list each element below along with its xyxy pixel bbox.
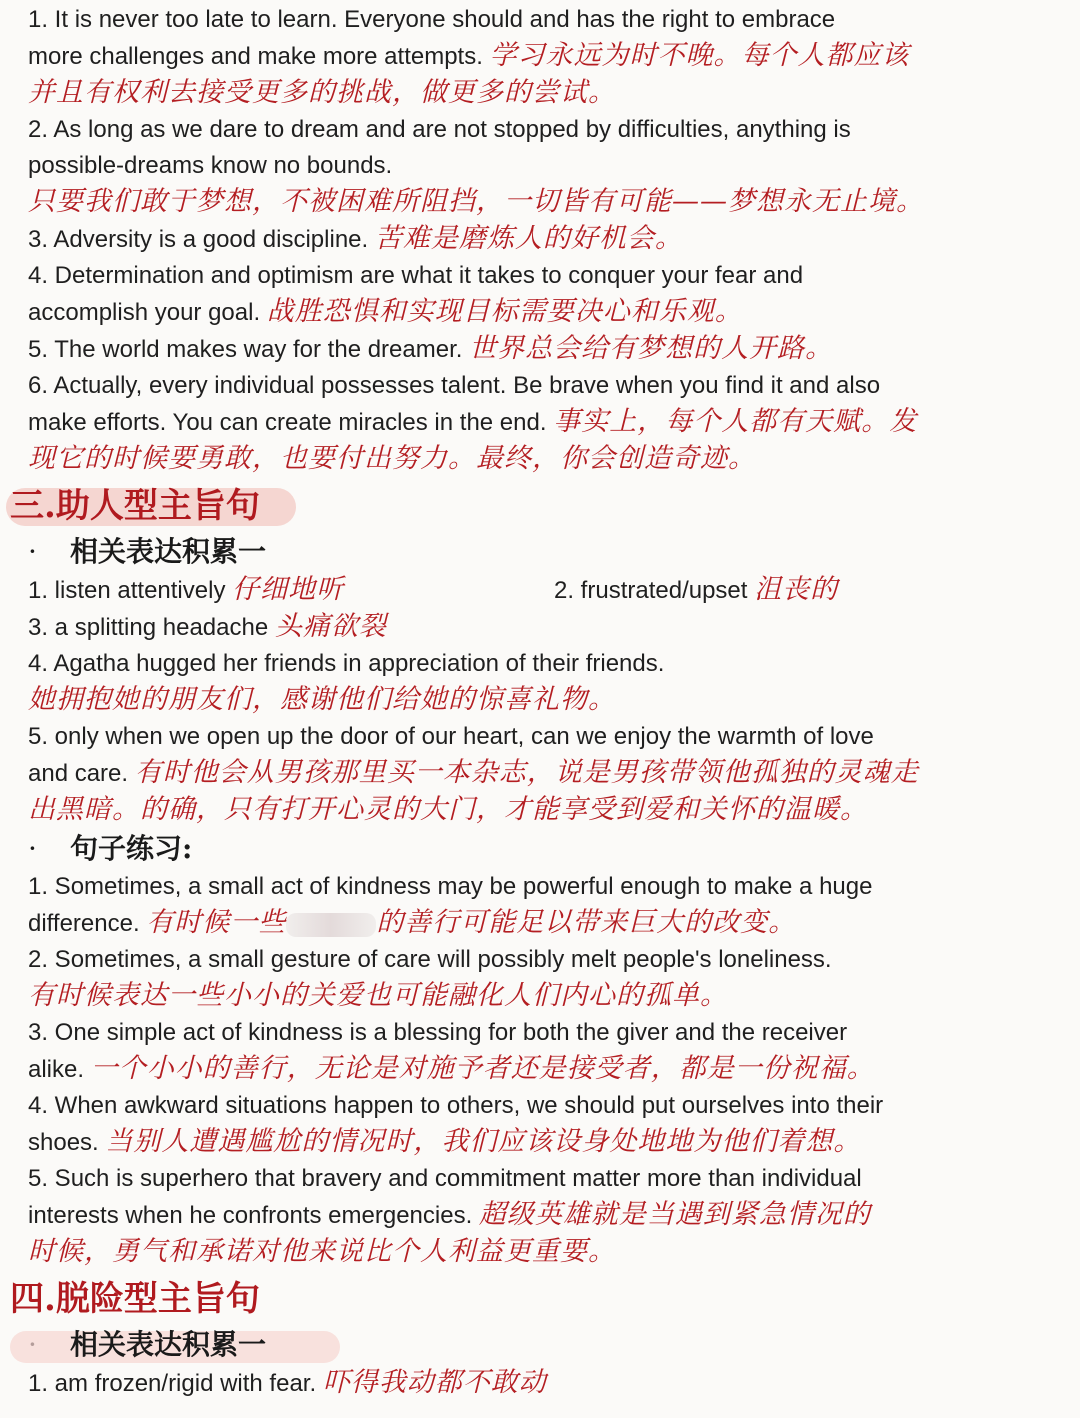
subheading-text: 句子练习: <box>70 832 193 865</box>
text-line <box>28 905 1058 942</box>
english-text: 1. am frozen/rigid with fear. <box>28 1370 317 1397</box>
text-line <box>28 221 1058 258</box>
english-text: 3. a splitting headache <box>28 614 269 641</box>
section-heading-text: 四.脱险型主旨句 <box>10 1279 260 1319</box>
text-line <box>28 258 1058 294</box>
english-text: 2. As long as we dare to dream and are not stopped by difficulties, anything is <box>28 116 851 143</box>
text-line <box>28 1124 1058 1161</box>
text-line <box>28 368 1058 404</box>
subheading-text: 相关表达积累一 <box>70 535 267 568</box>
text-line <box>28 942 1058 978</box>
english-text: make efforts. You can create miracles in the end. <box>28 409 547 436</box>
text-line <box>28 112 1058 148</box>
english-text: 2. Sometimes, a small gesture of care will possibly melt people's loneliness. <box>28 946 832 973</box>
english-text: difference. <box>28 910 140 937</box>
text-line <box>28 792 1058 829</box>
english-text: interests when he confronts emergencies. <box>28 1202 473 1229</box>
chinese-translation: 有时候一些 <box>146 907 287 938</box>
english-text: 1. listen attentively <box>28 577 226 604</box>
english-text: possible-dreams know no bounds. <box>28 152 393 179</box>
chinese-translation: 时候，勇气和承诺对他来说比个人利益更重要。 <box>28 1236 616 1267</box>
chinese-translation: 她拥抱她的朋友们，感谢他们给她的惊喜礼物。 <box>28 684 616 715</box>
english-text: accomplish your goal. <box>28 299 261 326</box>
english-text: more challenges and make more attempts. <box>28 43 483 70</box>
chinese-translation: 仔细地听 <box>232 574 345 605</box>
text-line <box>28 1234 1058 1271</box>
text-line <box>28 1161 1058 1197</box>
text-line <box>28 869 1058 905</box>
text-line <box>28 646 1058 682</box>
chinese-translation: 沮丧的 <box>754 574 839 605</box>
text-line <box>28 404 1058 441</box>
text-line <box>28 1051 1058 1088</box>
text-line <box>28 331 1058 368</box>
section-heading-3 <box>6 480 1058 532</box>
english-text: alike. <box>28 1056 85 1083</box>
chinese-translation: 现它的时候要勇敢，也要付出努力。最终，你会创造奇迹。 <box>28 443 756 474</box>
text-line <box>28 1088 1058 1124</box>
chinese-translation: 的善行可能足以带来巨大的改变。 <box>376 907 797 938</box>
chinese-translation: 超级英雄就是当遇到紧急情况的 <box>478 1199 871 1230</box>
english-text: 2. frustrated/upset <box>554 577 748 604</box>
text-line <box>28 682 1058 719</box>
chinese-translation: 只要我们敢于梦想，不被困难所阻挡，一切皆有可能——梦想永无止境。 <box>28 186 924 217</box>
english-text: 5. only when we open up the door of our heart, can we enjoy the warmth of love <box>28 723 874 750</box>
sentence-block-1 <box>28 2 1058 478</box>
blurred-region <box>286 913 376 937</box>
chinese-translation: 吓得我动都不敢动 <box>322 1367 547 1398</box>
english-text: 6. Actually, every individual possesses talent. Be brave when you find it and also <box>28 372 881 399</box>
text-line <box>28 755 1058 792</box>
bullet-icon: · <box>28 832 37 865</box>
chinese-translation: 并且有权利去接受更多的挑战，做更多的尝试。 <box>28 77 616 108</box>
expression-item <box>554 572 838 609</box>
english-text: 1. It is never too late to learn. Everyone should and has the right to embrace <box>28 6 836 33</box>
chinese-translation: 头痛欲裂 <box>274 611 387 642</box>
text-line <box>28 441 1058 478</box>
text-line <box>28 75 1058 112</box>
english-text: 3. Adversity is a good discipline. <box>28 226 369 253</box>
text-line <box>28 38 1058 75</box>
text-line <box>28 2 1058 38</box>
text-line <box>28 1365 1058 1402</box>
chinese-translation: 学习永远为时不晚。每个人都应该 <box>489 40 910 71</box>
english-text: 5. Such is superhero that bravery and commitment matter more than individual <box>28 1165 862 1192</box>
chinese-translation: 有时他会从男孩那里买一本杂志，说是男孩带领他孤独的灵魂走 <box>134 757 919 788</box>
text-line <box>28 294 1058 331</box>
english-text: 5. The world makes way for the dreamer. <box>28 336 463 363</box>
chinese-translation: 事实上，每个人都有天赋。发 <box>553 406 918 437</box>
subheading-text: 相关表达积累一 <box>70 1328 267 1361</box>
chinese-translation: 苦难是磨炼人的好机会。 <box>374 223 683 254</box>
subheading-expressions <box>28 1325 1058 1365</box>
text-line <box>28 148 1058 184</box>
expression-row <box>28 572 1058 609</box>
bullet-icon: · <box>28 535 37 568</box>
section-heading-text: 三.助人型主旨句 <box>10 486 260 526</box>
chinese-translation: 有时候表达一些小小的关爱也可能融化人们内心的孤单。 <box>28 980 728 1011</box>
english-text: and care. <box>28 760 129 787</box>
english-text: 4. When awkward situations happen to others, we should put ourselves into their <box>28 1092 884 1119</box>
chinese-translation: 一个小小的善行，无论是对施予者还是接受者，都是一份祝福。 <box>90 1053 875 1084</box>
text-line <box>28 609 1058 646</box>
text-line <box>28 978 1058 1015</box>
subheading-practice <box>28 829 1058 869</box>
text-line <box>28 184 1058 221</box>
english-text: 3. One simple act of kindness is a blessing for both the giver and the receiver <box>28 1019 848 1046</box>
chinese-translation: 出黑暗。的确，只有打开心灵的大门，才能享受到爱和关怀的温暖。 <box>28 794 868 825</box>
english-text: 4. Agatha hugged her friends in appreciation of their friends. <box>28 650 665 677</box>
english-text: shoes. <box>28 1129 99 1156</box>
section-heading-4 <box>6 1273 1058 1325</box>
expression-item <box>28 572 554 609</box>
chinese-translation: 当别人遭遇尴尬的情况时，我们应该设身处地地为他们着想。 <box>105 1126 862 1157</box>
english-text: 4. Determination and optimism are what it takes to conquer your fear and <box>28 262 804 289</box>
chinese-translation: 世界总会给有梦想的人开路。 <box>469 333 834 364</box>
document-page <box>10 2 1058 1402</box>
subheading-expressions <box>28 532 1058 572</box>
english-text: 1. Sometimes, a small act of kindness may be powerful enough to make a huge <box>28 873 873 900</box>
text-line <box>28 1015 1058 1051</box>
text-line <box>28 1197 1058 1234</box>
text-line <box>28 719 1058 755</box>
chinese-translation: 战胜恐惧和实现目标需要决心和乐观。 <box>266 296 743 327</box>
